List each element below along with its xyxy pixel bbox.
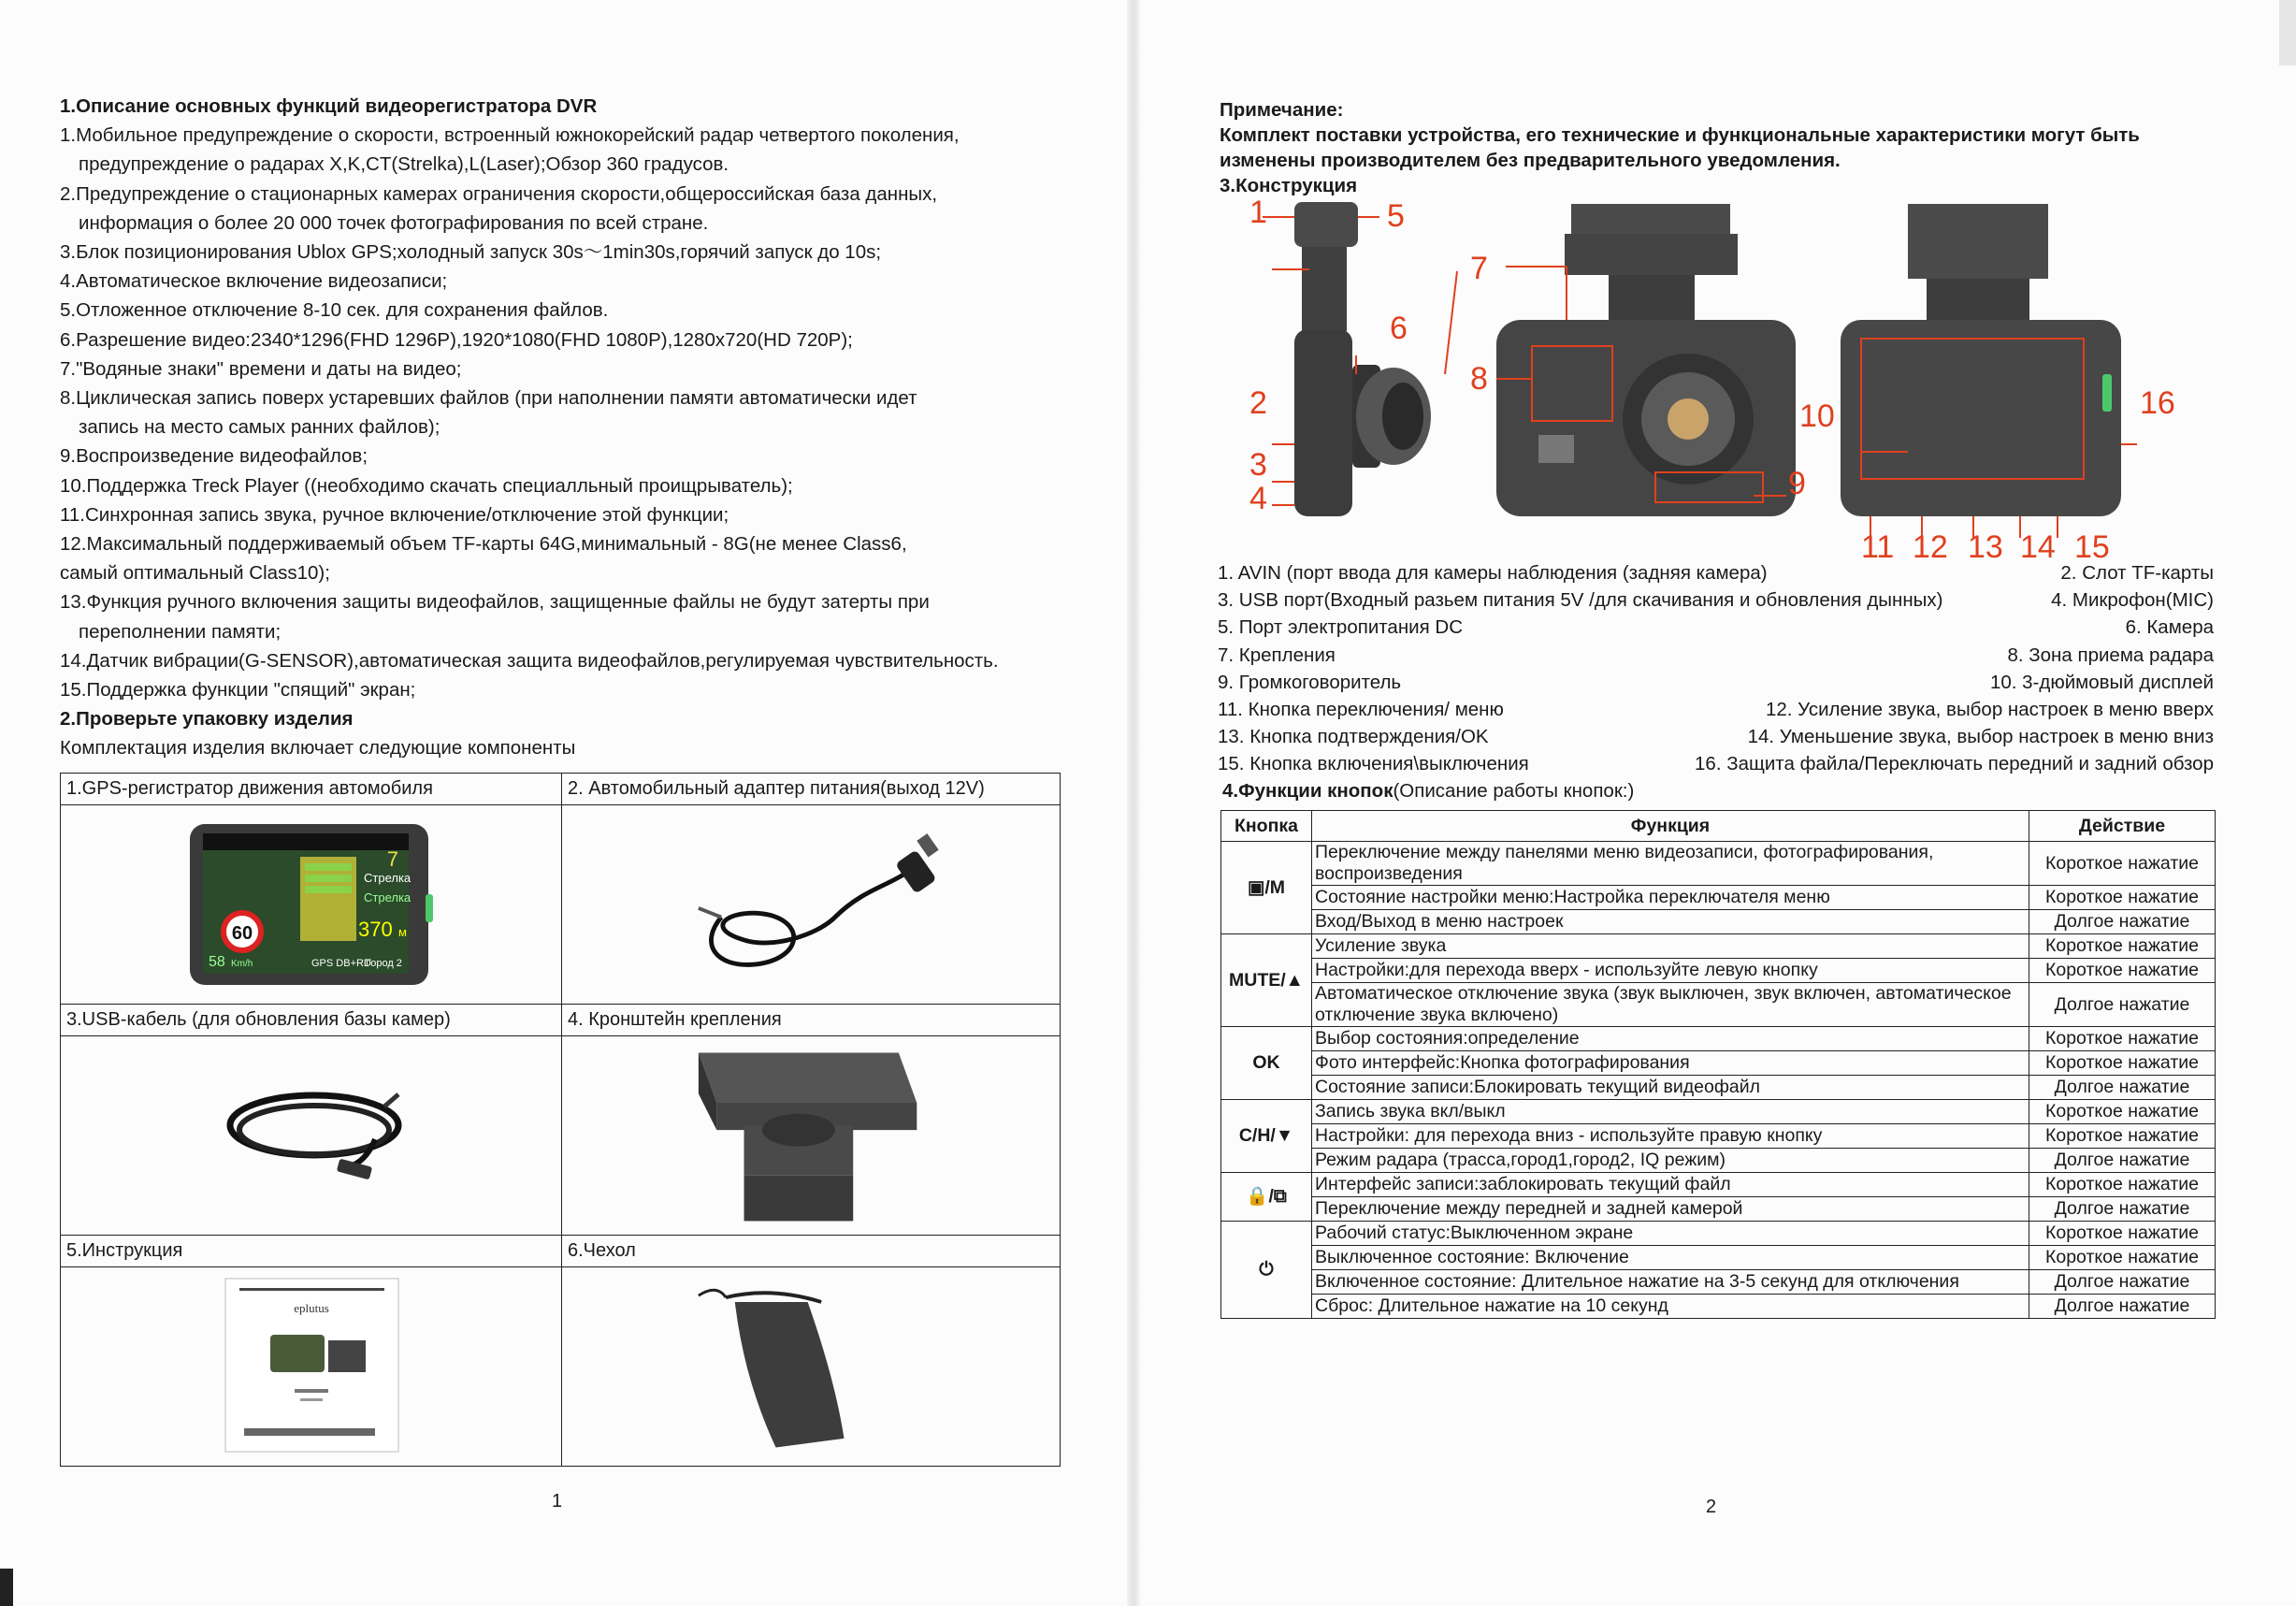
header-function: Функция <box>1312 811 2029 842</box>
kit-image-dvr <box>61 805 562 1005</box>
button-function: Вход/Выход в меню настроек <box>1312 910 2029 934</box>
button-action: Короткое нажатие <box>2029 1124 2216 1149</box>
screen-strelka: Стрелка <box>364 871 412 885</box>
legend-item: 9. Громкоговоритель <box>1218 671 1402 693</box>
button-action: Долгое нажатие <box>2029 1149 2216 1173</box>
scan-edge <box>0 1569 13 1606</box>
kit-label-6: 6.Чехол <box>562 1236 1061 1267</box>
function-item: переполнении памяти; <box>79 620 282 643</box>
note-line-1: Комплект поставки устройства, его технические и функциональные характеристики могут быть <box>1220 124 2140 146</box>
button-action: Короткое нажатие <box>2029 1173 2216 1197</box>
table-row <box>1221 1100 2216 1124</box>
button-function: Сброс: Длительное нажатие на 10 секунд <box>1312 1295 2029 1319</box>
button-action: Короткое нажатие <box>2029 1222 2216 1246</box>
callout-11: 11 <box>1861 529 1895 565</box>
callout-1: 1 <box>1249 195 1267 230</box>
header-action: Действие <box>2029 811 2216 842</box>
legend-item: 14. Уменьшение звука, выбор настроек в меню вниз <box>1747 726 2214 748</box>
button-action: Долгое нажатие <box>2029 1197 2216 1222</box>
kit-image-pouch <box>562 1267 1061 1467</box>
table-row <box>1221 1246 2216 1270</box>
construction-section <box>1220 97 2248 198</box>
table-row <box>1221 1270 2216 1295</box>
screen-mode: Город 2 <box>366 958 402 969</box>
button-function: Состояние записи:Блокировать текущий видеофайл <box>1312 1076 2029 1100</box>
button-action: Короткое нажатие <box>2029 959 2216 983</box>
function-item: 8.Циклическая запись поверх устаревших файлов (при наполнении памяти автоматически идет <box>60 387 917 410</box>
screen-speed-unit: Km/h <box>231 959 253 969</box>
buttons-table-body <box>1221 842 2216 1319</box>
table-row <box>1221 842 2216 886</box>
function-item: 9.Воспроизведение видеофайлов; <box>60 445 368 468</box>
table-row <box>1221 934 2216 959</box>
pouch-image <box>562 1267 1060 1466</box>
callout-5: 5 <box>1387 198 1405 234</box>
legend-item: 16. Защита файла/Переключать передний и задний обзор <box>1695 753 2214 775</box>
kit-label-2: 2. Автомобильный адаптер питания(выход 12V) <box>562 774 1061 805</box>
button-function: Состояние настройки меню:Настройка переключателя меню <box>1312 886 2029 910</box>
construction-diagram <box>1216 187 2254 561</box>
callout-15: 15 <box>2074 529 2110 565</box>
function-item: 12.Максимальный поддерживаемый объем TF-карты 64G,минимальный - 8G(не менее Class6, <box>60 533 907 556</box>
kit-image-usb <box>61 1036 562 1236</box>
manual-image <box>61 1267 561 1466</box>
button-action: Короткое нажатие <box>2029 842 2216 886</box>
usb-cable-image <box>61 1036 561 1235</box>
table-row <box>1221 1124 2216 1149</box>
legend-item: 13. Кнопка подтверждения/OK <box>1218 726 1489 748</box>
page-number-left: 1 <box>552 1491 563 1512</box>
functions-heading: 1.Описание основных функций видеорегистратора DVR <box>60 95 598 117</box>
button-key: ▣/M <box>1221 842 1312 934</box>
legend-item: 1. AVIN (порт ввода для камеры наблюдения (задняя камера) <box>1218 562 1768 584</box>
buttons-heading-bold: 4.Функции кнопок <box>1222 780 1393 802</box>
screen-top-right: 7 <box>386 847 398 871</box>
button-action: Долгое нажатие <box>2029 910 2216 934</box>
button-action: Долгое нажатие <box>2029 1076 2216 1100</box>
function-item: 2.Предупреждение о стационарных камерах ограничения скорости,общероссийская база данных, <box>60 182 938 205</box>
button-action: Долгое нажатие <box>2029 1295 2216 1319</box>
table-row <box>1221 1173 2216 1197</box>
table-row <box>1221 1051 2216 1076</box>
kit-image-adapter <box>562 805 1061 1005</box>
function-item: 7."Водяные знаки" времени и даты на видео; <box>60 357 462 380</box>
table-row <box>1221 1222 2216 1246</box>
function-item: предупреждение о радарах X,K,CT(Strelka),L(Laser);Обзор 360 градусов. <box>79 153 729 176</box>
buttons-table <box>1220 810 2216 1319</box>
construction-heading: 3.Конструкция <box>1220 175 1358 196</box>
function-item: 15.Поддержка функции "спящий" экран; <box>60 679 416 702</box>
screen-distance-unit: м <box>398 925 407 939</box>
table-row <box>1221 1076 2216 1100</box>
legend-item: 7. Крепления <box>1218 644 1336 666</box>
kit-label-3: 3.USB-кабель (для обновления базы камер) <box>61 1005 562 1036</box>
function-item: 10.Поддержка Treck Player ((необходимо скачать специалльный проищрыватель); <box>60 474 793 497</box>
buttons-heading <box>1222 780 1634 803</box>
function-item: 14.Датчик вибрации(G-SENSOR),автоматическая защита видеофайлов,регулируемая чувствительность. <box>60 649 999 672</box>
screen-strelka-2: Стрелка <box>364 890 412 904</box>
button-action: Короткое нажатие <box>2029 934 2216 959</box>
table-row <box>1221 1197 2216 1222</box>
function-item: запись на место самых ранних файлов); <box>79 416 440 439</box>
function-item: 6.Разрешение видео:2340*1296(FHD 1296P),1920*1080(FHD 1080P),1280x720(HD 720P); <box>60 328 853 351</box>
button-function: Выключенное состояние: Включение <box>1312 1246 2029 1270</box>
screen-distance: 370 <box>358 918 393 941</box>
button-key: ⏻ <box>1221 1222 1312 1319</box>
function-item: 11.Синхронная запись звука, ручное включение/отключение этой функции; <box>60 503 729 526</box>
function-item: информация о более 20 000 точек фотографирования по всей стране. <box>79 211 709 234</box>
callout-7: 7 <box>1470 251 1488 286</box>
legend-item: 2. Слот TF-карты <box>2060 562 2214 584</box>
functions-list <box>60 121 1070 704</box>
kit-label-4: 4. Кронштейн крепления <box>562 1005 1061 1036</box>
functions-section <box>60 92 1070 763</box>
button-action: Короткое нажатие <box>2029 1027 2216 1051</box>
callout-12: 12 <box>1913 529 1948 565</box>
button-action: Короткое нажатие <box>2029 1246 2216 1270</box>
legend-item: 5. Порт электропитания DC <box>1218 616 1464 639</box>
callout-4: 4 <box>1249 481 1267 516</box>
header-key: Кнопка <box>1221 811 1312 842</box>
function-item: 4.Автоматическое включение видеозаписи; <box>60 270 448 293</box>
table-row <box>1221 959 2216 983</box>
note-title: Примечание: <box>1220 99 1344 121</box>
callout-16: 16 <box>2140 385 2175 421</box>
package-intro: Комплектация изделия включает следующие компоненты <box>60 737 576 760</box>
button-action: Короткое нажатие <box>2029 886 2216 910</box>
screen-speed-limit: 60 <box>231 923 253 944</box>
function-item: 3.Блок позиционирования Ublox GPS;холодный запуск 30s～1min30s,горячий запуск до 10s; <box>60 241 882 264</box>
function-item: 5.Отложенное отключение 8-10 сек. для сохранения файлов. <box>60 299 609 322</box>
page-fold <box>1127 0 1140 1606</box>
legend-item: 12. Усиление звука, выбор настроек в меню вверх <box>1765 699 2214 721</box>
table-row <box>1221 1149 2216 1173</box>
button-function: Режим радара (трасса,город1,город2, IQ режим) <box>1312 1149 2029 1173</box>
table-row <box>1221 983 2216 1027</box>
table-row <box>1221 886 2216 910</box>
button-function: Переключение между передней и задней камерой <box>1312 1197 2029 1222</box>
callout-6: 6 <box>1390 311 1408 346</box>
page-number-right: 2 <box>1706 1497 1717 1517</box>
screen-status: GPS DB+RD <box>311 958 371 969</box>
button-function: Выбор состояния:определение <box>1312 1027 2029 1051</box>
buttons-heading-rest: (Описание работы кнопок:) <box>1393 780 1635 802</box>
callout-9: 9 <box>1788 466 1806 501</box>
button-key: OK <box>1221 1027 1312 1100</box>
button-function: Настройки: для перехода вниз - используйте правую кнопку <box>1312 1124 2029 1149</box>
legend-item: 10. 3-дюймовый дисплей <box>1989 671 2214 693</box>
function-item: 13.Функция ручного включения защиты видеофайлов, защищенные файлы не будут затерты при <box>60 591 930 614</box>
screen-speed: 58 <box>209 954 225 970</box>
table-row <box>1221 1027 2216 1051</box>
kit-label-1: 1.GPS-регистратор движения автомобиля <box>61 774 562 805</box>
legend-item: 11. Кнопка переключения/ меню <box>1218 699 1504 721</box>
callout-8: 8 <box>1470 361 1488 397</box>
table-row <box>1221 1295 2216 1319</box>
callout-14: 14 <box>2020 529 2056 565</box>
button-function: Интерфейс записи:заблокировать текущий файл <box>1312 1173 2029 1197</box>
button-function: Запись звука вкл/выкл <box>1312 1100 2029 1124</box>
callout-3: 3 <box>1249 447 1267 483</box>
button-function: Автоматическое отключение звука (звук выключен, звук включен, автоматическое отключение звука включено) <box>1312 983 2029 1027</box>
legend-item: 8. Зона приема радара <box>2007 644 2214 666</box>
button-key: 🔒/⧉ <box>1221 1173 1312 1222</box>
kit-table <box>60 773 1061 1467</box>
car-adapter-image <box>562 805 1060 1004</box>
legend-item: 4. Микрофон(MIC) <box>2051 589 2214 612</box>
kit-image-manual <box>61 1267 562 1467</box>
legend-item: 3. USB порт(Входный разьем питания 5V /для скачивания и обновления дынных) <box>1218 589 1943 612</box>
legend-right <box>1695 559 2214 778</box>
scan-edge-right <box>2279 0 2296 65</box>
function-item: 1.Мобильное предупреждение о скорости, встроенный южнокорейский радар четвертого поколения, <box>60 124 960 147</box>
legend-item: 6. Камера <box>2125 616 2214 639</box>
button-function: Рабочий статус:Выключенном экране <box>1312 1222 2029 1246</box>
function-item: самый оптимальный Class10); <box>60 562 330 585</box>
button-function: Настройки:для перехода вверх - используйте левую кнопку <box>1312 959 2029 983</box>
button-key: C/H/▼ <box>1221 1100 1312 1173</box>
button-function: Усиление звука <box>1312 934 2029 959</box>
callout-13: 13 <box>1968 529 2003 565</box>
button-function: Включенное состояние: Длительное нажатие на 3-5 секунд для отключения <box>1312 1270 2029 1295</box>
button-function: Фото интерфейс:Кнопка фотографирования <box>1312 1051 2029 1076</box>
manual-brand: eplutus <box>294 1301 329 1315</box>
button-action: Короткое нажатие <box>2029 1051 2216 1076</box>
table-row <box>1221 910 2216 934</box>
button-action: Короткое нажатие <box>2029 1100 2216 1124</box>
mount-bracket-image <box>562 1036 1060 1235</box>
kit-image-mount <box>562 1036 1061 1236</box>
callout-10: 10 <box>1799 398 1835 434</box>
legend-item: 15. Кнопка включения\выключения <box>1218 753 1529 775</box>
button-function: Переключение между панелями меню видеозаписи, фотографирования, воспроизведения <box>1312 842 2029 886</box>
package-heading: 2.Проверьте упаковку изделия <box>60 708 354 731</box>
note-line-2: изменены производителем без предварительного уведомления. <box>1220 150 1841 171</box>
button-action: Долгое нажатие <box>2029 983 2216 1027</box>
kit-label-5: 5.Инструкция <box>61 1236 562 1267</box>
dvr-device-image <box>61 805 561 1004</box>
button-key: MUTE/▲ <box>1221 934 1312 1027</box>
button-action: Долгое нажатие <box>2029 1270 2216 1295</box>
callout-2: 2 <box>1249 385 1267 421</box>
